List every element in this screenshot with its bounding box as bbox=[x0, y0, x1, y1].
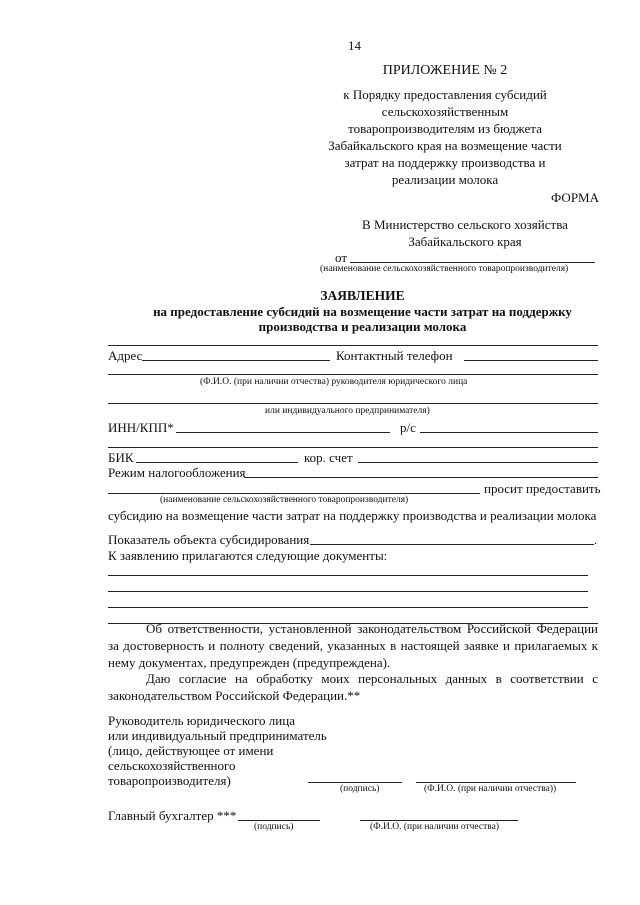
appendix-title: ПРИЛОЖЕНИЕ № 2 bbox=[382, 63, 508, 78]
account-line[interactable] bbox=[420, 432, 598, 433]
chief-accountant-label: Главный бухгалтер *** bbox=[108, 808, 237, 823]
header-line: затрат на поддержку производства и bbox=[344, 155, 546, 170]
head-signature-line: товаропроизводителя) bbox=[108, 773, 231, 788]
head-name-field[interactable] bbox=[416, 782, 576, 783]
document-line[interactable] bbox=[108, 575, 588, 576]
from-caption: (наименование сельскохозяйственного товаропроизводителя) bbox=[320, 264, 569, 274]
header-line: товаропроизводителям из бюджета bbox=[348, 121, 542, 136]
accountant-signature-field[interactable] bbox=[238, 820, 320, 821]
signature-caption: (подпись) bbox=[340, 784, 380, 794]
indicator-end: . bbox=[594, 532, 598, 547]
head-signature-line: (лицо, действующее от имени bbox=[108, 743, 274, 758]
responsibility-statement: Об ответственности, установленной законодательством Российской Федерации за достоверность и полноту сведений, указанных в настоящей заявке и прилагаемых к нему документах, предупрежден (предупреждена). bbox=[108, 621, 598, 670]
tax-regime-label: Режим налогообложения bbox=[108, 465, 246, 480]
bik-line[interactable] bbox=[136, 462, 298, 463]
entrepreneur-caption: или индивидуального предпринимателя) bbox=[265, 406, 430, 416]
document-subtitle: на предоставление субсидий на возмещение части затрат на поддержку bbox=[153, 304, 572, 319]
consent-statement: Даю согласие на обработку моих персональных данных в соответствии с законодательством Российской Федерации.** bbox=[108, 671, 598, 703]
producer-line[interactable] bbox=[108, 493, 480, 494]
producer-caption: (наименование сельскохозяйственного товаропроизводителя) bbox=[160, 495, 409, 505]
head-name-line[interactable] bbox=[108, 374, 598, 375]
requests-label: просит предоставить bbox=[484, 481, 601, 496]
blank-line bbox=[108, 447, 598, 448]
indicator-label: Показатель объекта субсидирования bbox=[108, 532, 310, 547]
from-label: от bbox=[335, 250, 348, 265]
phone-line[interactable] bbox=[464, 360, 598, 361]
head-caption: (Ф.И.О. (при наличии отчества) руководителя юридического лица bbox=[200, 377, 468, 387]
blank-line bbox=[108, 345, 598, 346]
document-title: ЗАЯВЛЕНИЕ bbox=[320, 288, 405, 303]
header-line: к Порядку предоставления субсидий bbox=[343, 87, 547, 102]
indicator-line[interactable] bbox=[310, 544, 594, 545]
name-caption: (Ф.И.О. (при наличии отчества)) bbox=[424, 784, 557, 794]
header-line: реализации молока bbox=[391, 172, 499, 187]
inn-kpp-label: ИНН/КПП* bbox=[108, 420, 174, 435]
document-subtitle: производства и реализации молока bbox=[258, 319, 467, 334]
accountant-name-field[interactable] bbox=[360, 820, 518, 821]
accountant-signature-caption: (подпись) bbox=[254, 822, 294, 832]
head-signature-line: сельскохозяйственного bbox=[108, 758, 236, 773]
corr-account-label: кор. счет bbox=[304, 450, 353, 465]
head-signature-line: или индивидуальный предприниматель bbox=[108, 728, 327, 743]
phone-label: Контактный телефон bbox=[336, 348, 453, 363]
document-line[interactable] bbox=[108, 591, 588, 592]
head-signature-field[interactable] bbox=[308, 782, 402, 783]
inn-kpp-line[interactable] bbox=[176, 432, 390, 433]
subsidy-line: субсидию на возмещение части затрат на поддержку производства и реализации молока bbox=[108, 508, 597, 523]
header-line: Забайкальского края на возмещение части bbox=[328, 138, 562, 153]
entrepreneur-line[interactable] bbox=[108, 403, 598, 404]
address-line[interactable] bbox=[142, 360, 330, 361]
accountant-name-caption: (Ф.И.О. (при наличии отчества) bbox=[370, 822, 499, 832]
from-line bbox=[350, 262, 595, 263]
bik-label: БИК bbox=[108, 450, 134, 465]
tax-regime-line[interactable] bbox=[244, 477, 598, 478]
header-line: сельскохозяйственным bbox=[381, 104, 509, 119]
document-line[interactable] bbox=[108, 607, 588, 608]
address-label: Адрес bbox=[108, 348, 143, 363]
page-number: 14 bbox=[348, 38, 361, 53]
corr-account-line[interactable] bbox=[358, 462, 598, 463]
addressee-line: Забайкальского края bbox=[408, 234, 522, 249]
documents-label: К заявлению прилагаются следующие документы: bbox=[108, 548, 388, 563]
form-label: ФОРМА bbox=[551, 190, 599, 205]
account-label: р/с bbox=[400, 420, 416, 435]
head-signature-line: Руководитель юридического лица bbox=[108, 713, 295, 728]
addressee-line: В Министерство сельского хозяйства bbox=[362, 217, 568, 232]
